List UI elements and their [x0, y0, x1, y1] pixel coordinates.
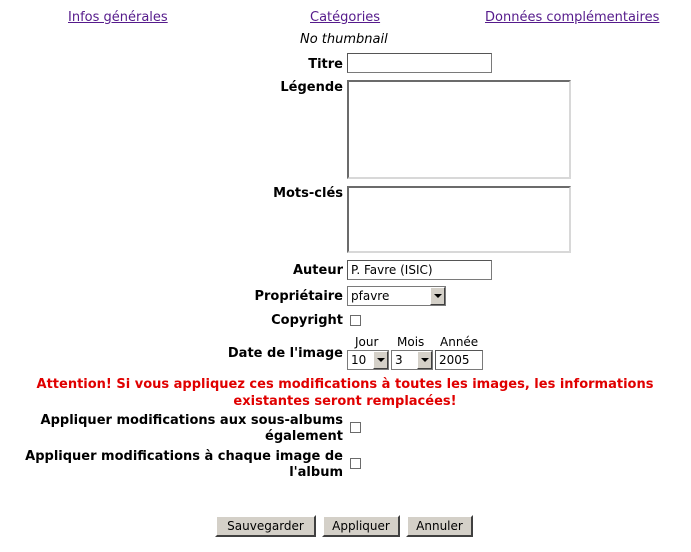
- apply-each-image-label: Appliquer modifications à chaque image de l'album: [25, 449, 343, 480]
- title-label: Titre: [308, 57, 343, 72]
- year-header: Année: [440, 335, 479, 349]
- caption-textarea[interactable]: [347, 80, 571, 179]
- owner-select[interactable]: [347, 286, 446, 306]
- copyright-checkbox[interactable]: [350, 315, 361, 326]
- chevron-down-icon[interactable]: [430, 287, 445, 305]
- month-select-value: 3: [395, 353, 403, 367]
- day-select-value: 10: [351, 353, 367, 367]
- chevron-down-icon[interactable]: [417, 351, 432, 369]
- title-input[interactable]: [347, 53, 492, 73]
- warning-message: Attention! Si vous appliquez ces modifications à toutes les images, les informations existantes seront remplacées!: [36, 377, 654, 409]
- save-button[interactable]: Sauvegarder: [215, 515, 316, 537]
- day-select[interactable]: [347, 350, 389, 370]
- thumbnail-placeholder: No thumbnail: [300, 32, 388, 47]
- cancel-button[interactable]: Annuler: [406, 515, 473, 537]
- owner-select-value: pfavre: [351, 289, 390, 303]
- month-select[interactable]: [391, 350, 433, 370]
- apply-each-image-checkbox[interactable]: [350, 458, 361, 469]
- date-label: Date de l'image: [227, 346, 343, 361]
- keywords-label: Mots-clés: [273, 186, 343, 201]
- apply-button[interactable]: Appliquer: [322, 515, 400, 537]
- apply-subalbums-checkbox[interactable]: [350, 422, 361, 433]
- author-label: Auteur: [292, 263, 343, 278]
- caption-label: Légende: [280, 80, 343, 95]
- year-input[interactable]: 2005: [435, 350, 483, 370]
- month-header: Mois: [397, 335, 425, 349]
- tab-categories[interactable]: Catégories: [310, 10, 381, 25]
- keywords-textarea[interactable]: [347, 186, 571, 253]
- tab-general-info[interactable]: Infos générales: [68, 10, 168, 25]
- day-header: Jour: [355, 335, 379, 349]
- apply-subalbums-label: Appliquer modifications aux sous-albums également: [40, 413, 343, 444]
- copyright-label: Copyright: [271, 313, 343, 328]
- tab-additional-data[interactable]: Données complémentaires: [485, 10, 660, 25]
- owner-label: Propriétaire: [254, 289, 343, 304]
- chevron-down-icon[interactable]: [373, 351, 388, 369]
- author-input[interactable]: P. Favre (ISIC): [347, 260, 492, 280]
